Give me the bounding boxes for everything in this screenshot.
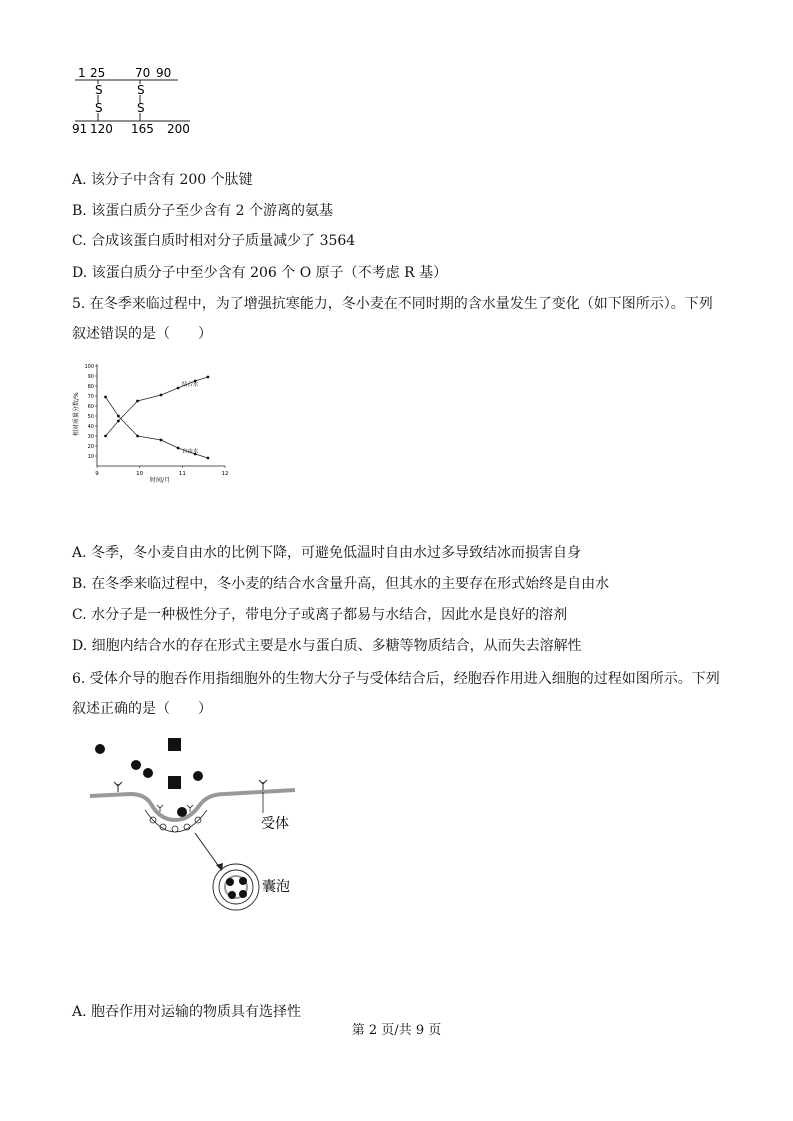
y-tick-label: 60 — [87, 404, 94, 410]
disulfide-s-4: S — [137, 101, 145, 115]
ligand-circle — [143, 768, 153, 778]
q4-option-c: C. 合成该蛋白质时相对分子质量减少了 3564 — [72, 233, 356, 249]
ligand-circle — [193, 771, 203, 781]
series-point-0 — [104, 435, 107, 438]
series-point-0 — [117, 420, 120, 423]
receptor-label: 受体 — [261, 816, 289, 832]
q5-option-b: B. 在冬季来临过程中，冬小麦的结合水含量升高，但其水的主要存在形式始终是自由水 — [72, 576, 610, 592]
ligand-circle — [95, 744, 105, 754]
peptide-label-1: 1 — [78, 66, 86, 80]
y-tick-label: 50 — [87, 414, 94, 420]
ligand-in-vesicle — [239, 890, 247, 898]
ligand-in-vesicle — [239, 877, 247, 885]
series-label-1: 自由水 — [181, 449, 199, 455]
q5-stem-line1: 5. 在冬季来临过程中，为了增强抗寒能力，冬小麦在不同时期的含水量发生了变化（如下图所示）。下列 — [72, 296, 713, 312]
ligand-square — [168, 776, 181, 789]
series-point-0 — [136, 400, 139, 403]
bound-ligand — [177, 807, 187, 817]
series-point-1 — [117, 415, 120, 418]
q4-option-d: D. 该蛋白质分子中至少含有 206 个 O 原子（不考虑 R 基） — [72, 265, 448, 281]
peptide-label-70: 70 — [135, 66, 151, 80]
x-tick-label: 11 — [178, 471, 186, 477]
disulfide-s-3: S — [137, 83, 145, 97]
y-tick-label: 90 — [87, 374, 94, 380]
series-point-0 — [160, 394, 163, 397]
q5-stem-line2: 叙述错误的是（ ） — [72, 326, 212, 342]
ligand-in-vesicle — [226, 878, 234, 886]
disulfide-s-2: S — [95, 101, 103, 115]
series-point-1 — [136, 435, 139, 438]
q6-option-a: A. 胞吞作用对运输的物质具有选择性 — [72, 1004, 302, 1020]
ligand-circle — [131, 760, 141, 770]
q6-stem-line2: 叙述正确的是（ ） — [72, 701, 212, 717]
series-point-1 — [104, 396, 107, 399]
peptide-label-165: 165 — [131, 122, 154, 136]
q5-option-d: D. 细胞内结合水的存在形式主要是水与蛋白质、多糖等物质结合，从而失去溶解性 — [72, 638, 582, 654]
ligand-in-vesicle — [228, 891, 236, 899]
page-footer: 第 2 页/共 9 页 — [351, 1023, 442, 1038]
y-tick-label: 70 — [87, 394, 94, 400]
q5-option-c: C. 水分子是一种极性分子，带电分子或离子都易与水结合，因此水是良好的溶剂 — [72, 607, 568, 623]
y-tick-label: 40 — [87, 424, 94, 430]
series-point-0 — [207, 376, 210, 379]
x-tick-label: 10 — [136, 471, 144, 477]
y-tick-label: 10 — [87, 454, 94, 460]
peptide-label-25: 25 — [90, 66, 106, 80]
endocytosis-diagram — [85, 728, 315, 928]
vesicle-icon — [213, 864, 259, 910]
chart-x-label: 时间/月 — [150, 477, 171, 484]
y-tick-label: 100 — [84, 364, 94, 370]
x-tick-label: 12 — [221, 471, 229, 477]
q4-option-b: B. 该蛋白质分子至少含有 2 个游离的氨基 — [72, 203, 333, 219]
q5-option-a: A. 冬季，冬小麦自由水的比例下降，可避免低温时自由水过多导致结冰而损害自身 — [72, 545, 582, 561]
series-point-1 — [207, 457, 210, 460]
series-label-0: 结合水 — [181, 382, 199, 388]
disulfide-s-1: S — [95, 83, 103, 97]
peptide-label-200: 200 — [167, 122, 190, 136]
peptide-label-91: 91 — [72, 122, 88, 136]
receptor-icon — [114, 780, 267, 792]
water-content-chart — [70, 358, 230, 488]
series-point-0 — [177, 387, 180, 390]
series-point-1 — [160, 439, 163, 442]
q4-option-a: A. 该分子中含有 200 个肽键 — [72, 172, 253, 188]
peptide-label-90: 90 — [156, 66, 172, 80]
x-tick-label: 9 — [95, 471, 99, 477]
peptide-disulfide-diagram — [70, 60, 230, 140]
y-tick-label: 30 — [87, 434, 94, 440]
transport-arrow — [195, 833, 220, 868]
peptide-label-120: 120 — [90, 122, 113, 136]
ligand-square — [168, 738, 181, 751]
y-tick-label: 20 — [87, 444, 94, 450]
q6-stem-line1: 6. 受体介导的胞吞作用指细胞外的生物大分子与受体结合后，经胞吞作用进入细胞的过程如图所示。下列 — [72, 671, 720, 687]
chart-y-label: 相对质量分数/% — [73, 392, 80, 436]
vesicle-label: 囊泡 — [262, 879, 290, 895]
y-tick-label: 80 — [87, 384, 94, 390]
series-point-1 — [177, 447, 180, 450]
